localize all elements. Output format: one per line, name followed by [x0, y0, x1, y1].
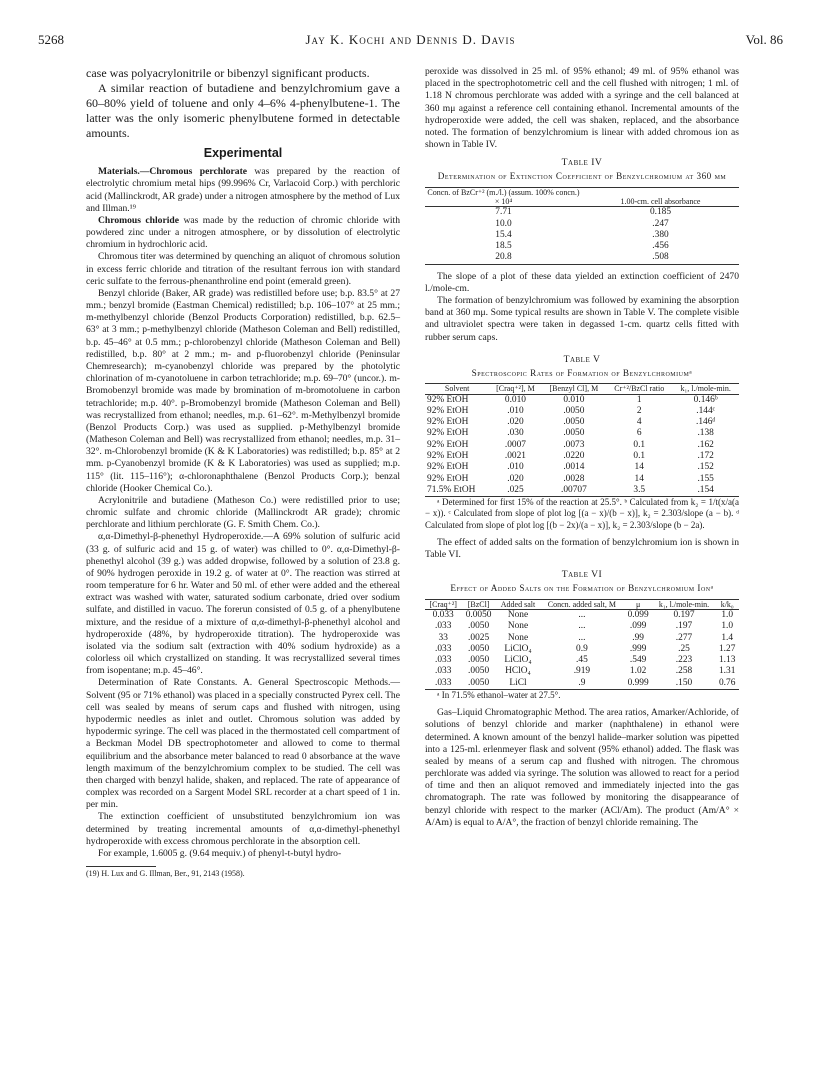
table-cell: .099: [629, 621, 647, 632]
table-row: [425, 440, 739, 451]
table-cell: 92% EtOH: [427, 394, 469, 405]
table-cell: .010: [507, 462, 524, 473]
table-row: [425, 417, 739, 428]
paragraph: [86, 215, 400, 252]
paragraph: The effect of added salts on the formation of benzylchromium ion is shown in Table VI.: [425, 536, 739, 560]
table-row: [425, 621, 739, 632]
table-footnote: ᵃ Determined for first 15% of the reaction at 25.5°. ᵇ Calculated from k₂ = 1/t(x/a(a − x)). ᶜ Calculated from slope of plot log [(a − x)/(b − x)], k₂ = 2.303/slope (a − b). ᵈ Calculated from slope of plot log [(b − 2x)/(a − x)], k₂ = 2.303/slope (b − 2a).: [425, 497, 739, 530]
table-cell: .150: [675, 677, 693, 688]
table-cell: LiCl: [509, 677, 527, 688]
table-cell: 92% EtOH: [427, 428, 469, 439]
table-cell: 7.71: [495, 207, 512, 218]
table-cell: 71.5% EtOH: [427, 484, 476, 495]
table-cell: 92% EtOH: [427, 450, 469, 461]
table-title: Determination of Extinction Coefficient of Benzylchromium at 360 mμ: [437, 171, 727, 182]
table-cell: .0050: [563, 405, 585, 416]
table-row: [425, 474, 739, 485]
table-cell: 2: [636, 405, 642, 416]
table-cell: 4: [636, 417, 642, 428]
table-cell: 14: [634, 462, 644, 473]
table-row: [425, 451, 739, 462]
table-row: [425, 395, 739, 406]
table-cell: .197: [675, 621, 693, 632]
paragraph: Gas–Liquid Chromatographic Method. The area ratios, Amarker/Achloride, of solutions of benzyl chloride and marker (naphthalene) in ethanol were determined. A known amount of the benzyl halide–marker solution was pipetted into a 125-ml. erlenmeyer flask and solvent (95% ethanol) added. The flask was sealed by means of a serum cap and flushed with nitrogen. The chromous perchlorate was added via syringe. The solution was allowed to react for a period of time and then an aliquot removed and immediately injected into the gas chromatograph. The rate was followed by monitoring the disappearance of benzyl chloride with respect to the marker (ACl/Am). The product (Am/A° × A/Am) is equal to A/A°, the fraction of benzyl chloride remaining. The: [425, 707, 739, 828]
table-cell: .033: [434, 666, 452, 677]
table-cell: 92% EtOH: [427, 439, 469, 450]
table-cell: 0.197: [673, 610, 695, 621]
table-cell: .162: [697, 439, 714, 450]
table-cell: 0.1: [633, 450, 646, 461]
table-label: Table V: [563, 353, 601, 365]
table-label: Table IV: [561, 157, 603, 169]
table-cell: 10.0: [495, 218, 512, 229]
table-cell: 0.999: [627, 677, 649, 688]
table-cell: .0050: [468, 655, 490, 666]
table-footnote: ᵃ In 71.5% ethanol–water at 27.5°.: [437, 690, 561, 700]
table-v: [425, 383, 739, 497]
column-header: Cr⁺²/BzCl ratio: [614, 384, 665, 394]
table-cell: .025: [507, 484, 524, 495]
table-cell: .0050: [563, 417, 585, 428]
table-row: [425, 252, 739, 264]
column-header: Concn. of BzCr⁺² (m./l.) (assum. 100% concn.) × 10⁴: [427, 187, 580, 207]
table-row: [425, 610, 739, 621]
paragraph: Determination of Rate Constants. A. General Spectroscopic Methods.—Solvent (95 or 71% ethanol) was placed in a specially constructed Pyrex cell. The cell was sealed by means of serum caps and flushed with nitrogen, using hypodermic needles as inlet and outlet. Chromous solution was added by hypodermic syringe. The cell was placed in the thermostated cell compartment of a Beckman Model DB spectrophotometer and allowed to come to thermal equilibrium and the absorbance meter balanced to read 0 absorbance at the wave length maximum of the benzylchromium complex to be studied. The cell was then charged with benzyl halide, shaken, and replaced. The rate of appearance of complex was recorded on a Sargent Model SRL recorder at a chart speed of 1 in. per min.: [86, 677, 400, 811]
table-cell: 0.9: [576, 643, 588, 654]
table-row: [425, 428, 739, 439]
table-cell: .456: [652, 241, 669, 252]
page-number: 5268: [38, 32, 64, 47]
table-cell: .508: [652, 252, 669, 263]
table-cell: .030: [507, 428, 524, 439]
table-cell: 6: [636, 428, 642, 439]
run-in-head: Materials.—Chromous perchlorate: [98, 166, 248, 178]
column-header: [Craq⁺²]: [429, 599, 457, 609]
paragraph: A similar reaction of butadiene and benzylchromium gave a 60–80% yield of toluene and only 4–6% 4-phenylbutene-1. The latter was the only isomeric phenylbutene formed in detectable amounts.: [86, 80, 400, 140]
table-cell: 1.4: [721, 632, 734, 643]
table-cell: 18.5: [495, 241, 512, 252]
table-title: Spectroscopic Rates of Formation of Benzylchromiumᵃ: [471, 367, 693, 378]
table-cell: 14: [634, 473, 644, 484]
table-cell: .0220: [563, 450, 585, 461]
table-cell: .25: [678, 643, 690, 654]
table-cell: ...: [578, 621, 586, 632]
table-title: Effect of Added Salts on the Formation of Benzylchromium Ionᵃ: [450, 583, 714, 594]
column-header: Added salt: [500, 599, 536, 609]
table-cell: 92% EtOH: [427, 473, 469, 484]
table-row: [425, 241, 739, 252]
table-cell: 0.0050: [465, 610, 492, 621]
paragraph: peroxide was dissolved in 25 ml. of 95% ethanol; 49 ml. of 95% ethanol was placed in the spectrophotometric cell and the cell flushed with nitrogen; 1 ml. of 1.18 N chromous perchlorate was added with a syringe and the cell balanced at 360 mμ against a reference cell containing ethanol. Incremental amounts of the hydroperoxide were added, the cell was shaken, replaced, and the absorbance noted. The formation of benzylchromium is linear with added chromous ion as shown in Table IV.: [425, 66, 739, 151]
table-cell: .172: [697, 450, 714, 461]
footnote: (19) H. Lux and G. Illman, Ber., 91, 2143 (1958).: [86, 869, 245, 879]
table-iv: [425, 187, 739, 265]
column-header: k/k₀: [720, 599, 734, 609]
table-cell: ...: [578, 610, 586, 621]
paragraph: [86, 166, 400, 215]
table-cell: 0.033: [432, 610, 454, 621]
table-cell: .155: [697, 473, 714, 484]
table-cell: ...: [578, 632, 586, 643]
table-cell: .00707: [560, 484, 587, 495]
table-cell: 20.8: [495, 252, 512, 263]
table-cell: 1.0: [721, 610, 734, 621]
table-cell: 0.185: [649, 207, 672, 218]
table-cell: .549: [629, 655, 647, 666]
table-cell: .0050: [468, 621, 490, 632]
table-cell: 0.1: [633, 439, 646, 450]
table-cell: .0014: [563, 462, 585, 473]
column-header: [Craq⁺²], M: [496, 384, 535, 394]
column-header: [BzCl]: [467, 599, 490, 609]
paragraph: Acrylonitrile and butadiene (Matheson Co.) were redistilled prior to use; chromic sulfate and chromic chloride (Mallinckrodt AR grade); chromic perchlorate and lithium perchlorate (G. F. Smith Chem. Co.).: [86, 494, 400, 531]
paragraph-text: was prepared by the reaction of electrolytic chromium metal hips (99.996% Cr, Varlacoid Corp.) with perchloric acid (Mallinckrodt, AR grade) under a nitrogen atmosphere by the method of Lux and Illman.¹⁹: [86, 166, 400, 214]
footnote-rule: [86, 866, 156, 867]
table-row: [425, 485, 739, 497]
table-cell: .033: [434, 677, 452, 688]
column-header: [Benzyl Cl], M: [549, 384, 599, 394]
table-row: [425, 633, 739, 644]
paragraph: α,α-Dimethyl-β-phenethyl Hydroperoxide.—A 69% solution of sulfuric acid (33 g. of sulfuric acid and 15 g. of water) was chilled to 0°. α,α-Dimethyl-β-phenethyl alcohol (39 g.) was added dropwise, followed by a solution of 23.8 g. of 90% hydrogen peroxide in 19.2 g. of water at 0°. The reaction was stirred at room temperature for 6 hr. Water and 50 ml. of ether were added and the ethereal extract was washed with water, saturated sodium carbonate, dried over sodium sulfate, and distilled in vacuo. The forerun consisted of 0.5 g. of a phenylbutene mixture, and the residue of a mixture of α,α-dimethyl-β-phenethyl alcohol and hydroperoxide (48%, by hydroperoxide titration). The hydroperoxide was isolated via the sodium salt (extraction with 40% sodium hydroxide) as a colorless oil which crystallized on standing. It was recrystallized several times from isopentane; m.p. 45–46°.: [86, 531, 400, 677]
table-cell: 92% EtOH: [427, 462, 469, 473]
table-cell: 1.27: [718, 643, 736, 654]
table-cell: .247: [652, 218, 669, 229]
column-header: Concn. added salt, M: [547, 599, 617, 609]
table-cell: .152: [697, 462, 714, 473]
table-cell: .0025: [468, 632, 490, 643]
table-cell: .0050: [563, 428, 585, 439]
paragraph: Benzyl chloride (Baker, AR grade) was redistilled before use; b.p. 83.5° at 27 mm.; benzyl bromide (Eastman Chemical) redistilled; b.p. 106–107° at 25 mm.; m-methylbenzyl chloride (Benzol Products Corporation) redistilled, b.p. 62.5–63° at 3 mm.; p-methylbenzyl chloride (Matheson Coleman and Bell) redistilled, b.p. 45–46° at 0.5 mm.; p-chlorobenzyl chloride (Matheson Coleman and Bell) redistilled, b.p. 80° at 2 mm.; m- and p-fluorobenzyl chloride (Peninsular Chemresearch); m-cyanobenzyl chloride was prepared by the photolytic chlorination of m-cyanotoluene in carbon tetrachloride; m.p. 69–70° (uncor.). m-Bromobenzyl bromide was made by bromination of m-bromotoluene in carbon tetrachloride; m.p. 40°. p-Bromobenzyl bromide (Matheson Coleman and Bell) was recrystallized from ethanol; needles, m.p. 61–62°. m-Methylbenzyl bromide (Benzol Products Corp.) was used as supplied. p-Methylbenzyl bromide (Matheson Coleman and Bell) was recrystallized from ethanol; needles, m.p. 31–32°. m-Chlorobenzyl bromide (K & K Laboratories) was redistilled; b.p. 85° at 2 mm. p-Cyanobenzyl bromide (K & K Laboratories) was used as supplied; m.p. 115° (lit. 115–116°); α-chloronaphthalene (Benzol Products Corp.); benzal chloride (Hooker Chemical Co.).: [86, 287, 400, 494]
table-cell: HClO₄: [505, 666, 531, 677]
table-cell: .99: [632, 632, 644, 643]
table-row: [425, 666, 739, 677]
left-column: [86, 66, 400, 879]
table-cell: 1: [636, 394, 642, 405]
paragraph-text: was made by the reduction of chromic chloride with powdered zinc under a nitrogen atmosphere, or by dissolution of electrolytic chromium in hydrochloric acid.: [86, 214, 400, 251]
table-cell: 15.4: [495, 229, 512, 240]
table-cell: .0073: [563, 439, 585, 450]
table-cell: .919: [573, 666, 591, 677]
page-header: [38, 32, 783, 50]
table-cell: .0007: [504, 439, 526, 450]
table-cell: 92% EtOH: [427, 405, 469, 416]
column-header: k₁, l./mole-min.: [658, 599, 710, 609]
table-cell: .277: [675, 632, 693, 643]
table-row: [425, 219, 739, 230]
table-row: [425, 406, 739, 417]
section-heading: Experimental: [203, 146, 283, 161]
table-vi: [425, 599, 739, 690]
table-cell: 3.5: [633, 484, 646, 495]
table-cell: .138: [697, 428, 714, 439]
column-header: Solvent: [444, 384, 470, 394]
table-cell: LiClO₄: [504, 643, 532, 654]
table-cell: .0021: [504, 450, 526, 461]
table-cell: 0.010: [504, 394, 526, 405]
table-cell: .154: [697, 484, 714, 495]
table-cell: 1.13: [718, 655, 736, 666]
paragraph: The formation of benzylchromium was followed by examining the absorption band at 360 mμ. Some typical results are shown in Table V. The complete visible and ultraviolet spectra were taken in degassed 1-cm. quartz cells fitted with rubber serum caps.: [425, 295, 739, 343]
table-cell: .144ᶜ: [696, 405, 716, 416]
table-cell: 1.31: [718, 666, 736, 677]
table-cell: LiClO₄: [504, 655, 532, 666]
table-row: [425, 678, 739, 690]
table-cell: None: [507, 610, 529, 621]
table-cell: .010: [507, 405, 524, 416]
table-cell: .223: [675, 655, 693, 666]
table-cell: 92% EtOH: [427, 417, 469, 428]
table-cell: 0.76: [718, 677, 736, 688]
run-in-head: Chromous chloride: [98, 214, 180, 226]
table-cell: .45: [576, 655, 588, 666]
right-column: [425, 66, 739, 829]
table-cell: 33: [438, 632, 448, 643]
table-cell: None: [507, 621, 529, 632]
table-cell: 0.099: [627, 610, 649, 621]
table-row: [425, 644, 739, 655]
table-cell: 1.02: [629, 666, 647, 677]
table-cell: .146ᵈ: [695, 417, 716, 428]
table-row: [425, 207, 739, 218]
table-label: Table VI: [561, 569, 603, 581]
table-row: [425, 655, 739, 666]
table-cell: .020: [507, 417, 524, 428]
table-cell: .380: [652, 229, 669, 240]
table-row: [425, 462, 739, 473]
table-cell: .9: [578, 677, 586, 688]
table-cell: .033: [434, 643, 452, 654]
paragraph: For example, 1.6005 g. (9.64 mequiv.) of phenyl-t-butyl hydro-: [98, 847, 342, 859]
table-cell: .0028: [563, 473, 585, 484]
table-cell: .0050: [468, 677, 490, 688]
running-authors: Jay K. Kochi and Dennis D. Davis: [305, 32, 516, 47]
paragraph: The extinction coefficient of unsubstituted benzylchromium ion was determined by treating incremental amounts of α,α-dimethyl-phenethyl hydroperoxide with excess chromous perchlorate in the absorption cell.: [86, 811, 400, 847]
volume-label: Vol. 86: [745, 32, 783, 47]
table-cell: .258: [675, 666, 693, 677]
table-cell: .0050: [468, 666, 490, 677]
table-cell: None: [507, 632, 529, 643]
table-row: [425, 230, 739, 241]
table-cell: 0.010: [563, 394, 585, 405]
paragraph: case was polyacrylonitrile or bibenzyl significant products.: [86, 66, 370, 80]
column-header: 1.00-cm. cell absorbance: [620, 197, 701, 207]
table-cell: .033: [434, 655, 452, 666]
table-cell: .020: [507, 473, 524, 484]
paragraph: The slope of a plot of these data yielded an extinction coefficient of 2470 l./mole-cm.: [425, 270, 739, 294]
table-cell: .033: [434, 621, 452, 632]
table-cell: .0050: [468, 643, 490, 654]
table-cell: 0.146ᵇ: [693, 394, 718, 405]
column-header: k₁, l./mole-min.: [680, 384, 731, 394]
table-cell: .999: [629, 643, 647, 654]
table-cell: 1.0: [721, 621, 734, 632]
column-header: μ: [635, 599, 641, 609]
paragraph: Chromous titer was determined by quenching an aliquot of chromous solution in excess ferric chloride and titration of the resultant ferrous ion with standard ceric sulfate to the ferrous-phenanthroline end point (emerald green).: [86, 251, 400, 287]
